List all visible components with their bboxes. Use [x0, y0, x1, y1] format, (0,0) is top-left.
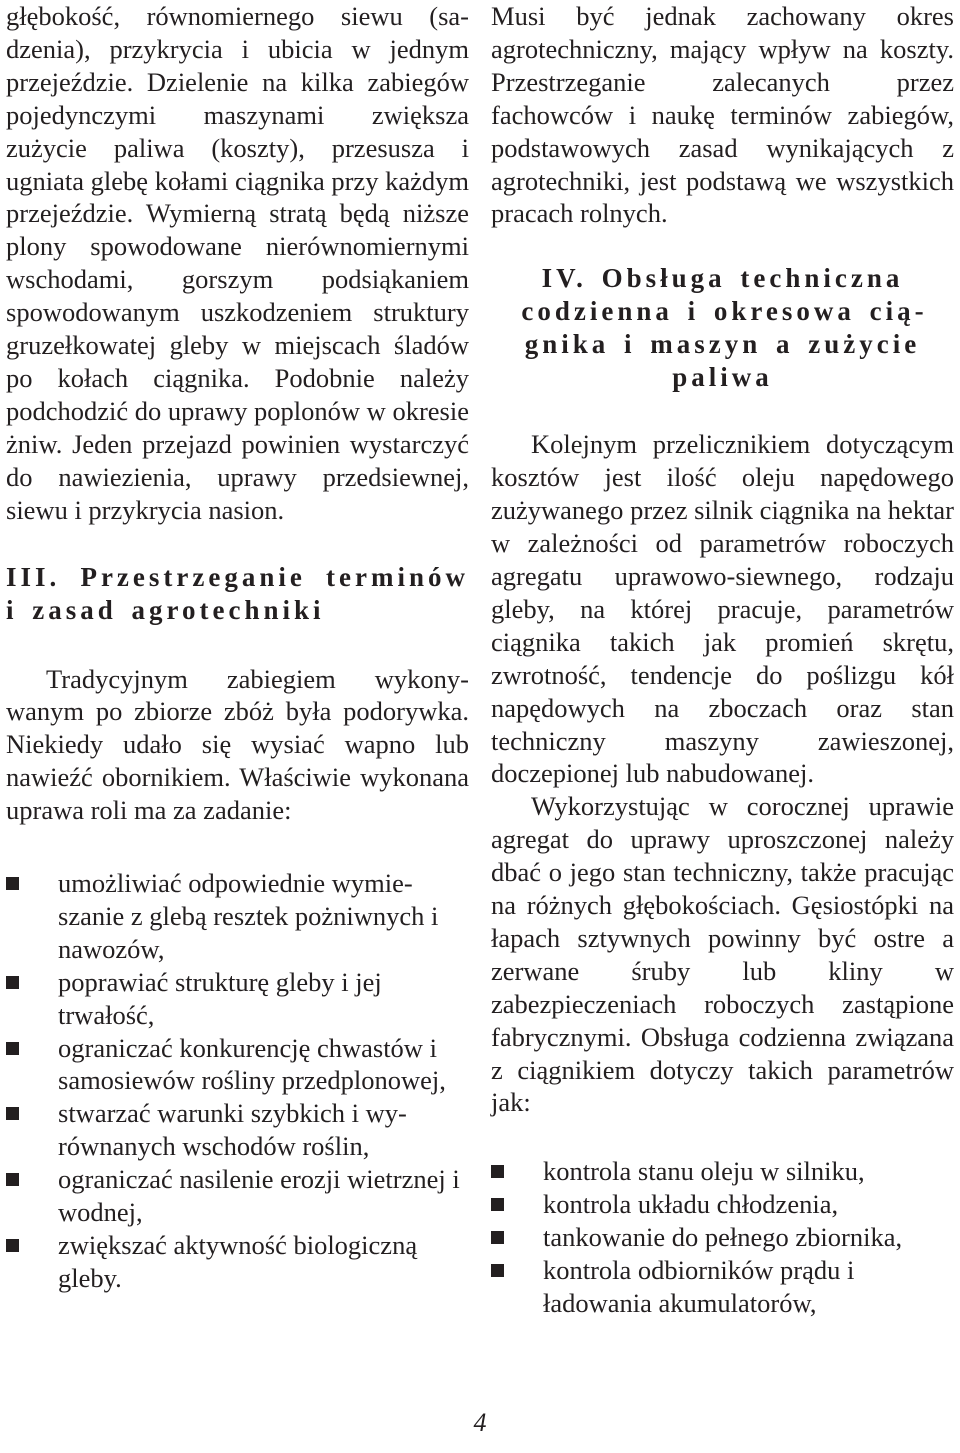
list-item: zwiększać aktywność biologiczną gleby.: [6, 1229, 469, 1295]
right-column: [491, 0, 954, 1320]
right-paragraph-okres: Musi być jednak zachowany okres agrotechniczny, mający wpływ na koszty. Przestrzeganie zalecanych przez fachowców i naukę terminów zabiegów, podstawowych zasad wynikających z agrotechniki, jest podstawą we wszystkich pracach rolnych.: [491, 1, 954, 229]
left-paragraph-podorywka: Tradycyjnym zabiegiem wykonywanym po zbiorze zbóż była podorywka. Niekiedy udało się wysiać wapno lub nawieźć obornikiem. Właściwie wykonana uprawa roli ma za zadanie:: [6, 663, 469, 826]
right-paragraph-agregat: Wykorzystując w corocznej uprawie agregat do uprawy uproszczonej należy dbać o jego stan techniczny, także pracując na różnych głębokościach. Gęsiostópki na łapach sztywnych powinny być ostre a zerwane śruby lub kliny w zabezpieczeniach roboczych zastąpione fabrycznymi. Obsługa codzienna związana z ciągnikiem dotyczy takich parametrów jak:: [491, 791, 954, 1118]
square-bullet-icon: [6, 976, 19, 989]
right-paragraph-przelicznik: Kolejnym przelicznikiem dotyczącym kosztów jest ilość oleju napędowego zużywanego przez silnik ciągnika na hektar w zależności od parametrów roboczych agregatu uprawowo-siewnego, rodzaju gleby, na której pracuje, parametrów ciągnika takich jak promień skrętu, zwrotność, tendencje do poślizgu kół napędowych na zboczach oraz stan techniczny maszyny zawieszonej, doczepionej lub nabudowanej.: [491, 429, 954, 789]
square-bullet-icon: [6, 1173, 19, 1186]
list-item: poprawiać strukturę gleby i jej trwałość,: [6, 966, 469, 1032]
square-bullet-icon: [491, 1165, 504, 1178]
square-bullet-icon: [491, 1231, 504, 1244]
section-heading-iv: IV. Obsługa techniczna codzienna i okresowa ciągnika i maszyn a zużycie paliwa: [521, 263, 924, 393]
square-bullet-icon: [6, 1042, 19, 1055]
list-item: tankowanie do pełnego zbiornika,: [491, 1221, 954, 1254]
left-column: [6, 0, 469, 1295]
square-bullet-icon: [6, 1107, 19, 1120]
list-item: stwarzać warunki szybkich i wyrównanych wschodów roślin,: [6, 1097, 469, 1163]
section-heading-iii: III. Przestrzeganie terminów i zasad agrotechniki: [6, 561, 469, 625]
list-item: kontrola odbiorników prądu i ładowania akumulatorów,: [491, 1254, 954, 1320]
square-bullet-icon: [6, 877, 19, 890]
square-bullet-icon: [491, 1264, 504, 1277]
list-item: ograniczać konkurencję chwastów i samosiewów rośliny przedplonowej,: [6, 1032, 469, 1098]
left-paragraph-continuation: głębokość, równomiernego siewu (sadzenia), przykrycia i ubicia w jednym przejeździe. Dzielenie na kilka zabiegów pojedynczymi maszynami zwiększa zużycie paliwa (koszty), przesusza i ugniata glebę kołami ciągnika przy każdym przejeździe. Wymierną stratą będą niższe plony spowodowane nierównomiernymi wschodami, gorszym podsiąkaniem spowodowanym uszkodzeniem struktury gruzełkowatej gleby w miejscach śladów po kołach ciągnika. Podobnie należy podchodzić do uprawy poplonów w okresie żniw. Jeden przejazd powinien wystarczyć do nawiezienia, uprawy przedsiewnej, siewu i przykrycia nasion.: [6, 1, 469, 525]
left-bullet-list: [6, 867, 469, 1295]
square-bullet-icon: [491, 1198, 504, 1211]
list-item: ograniczać nasilenie erozji wietrznej i wodnej,: [6, 1163, 469, 1229]
right-bullet-list: [491, 1155, 954, 1320]
list-item: umożliwiać odpowiednie wymieszanie z glebą resztek pożniwnych i nawozów,: [6, 867, 469, 966]
list-item: kontrola stanu oleju w silniku,: [491, 1155, 954, 1188]
square-bullet-icon: [6, 1239, 19, 1252]
page-number: 4: [473, 1408, 487, 1437]
list-item: kontrola układu chłodzenia,: [491, 1188, 954, 1221]
